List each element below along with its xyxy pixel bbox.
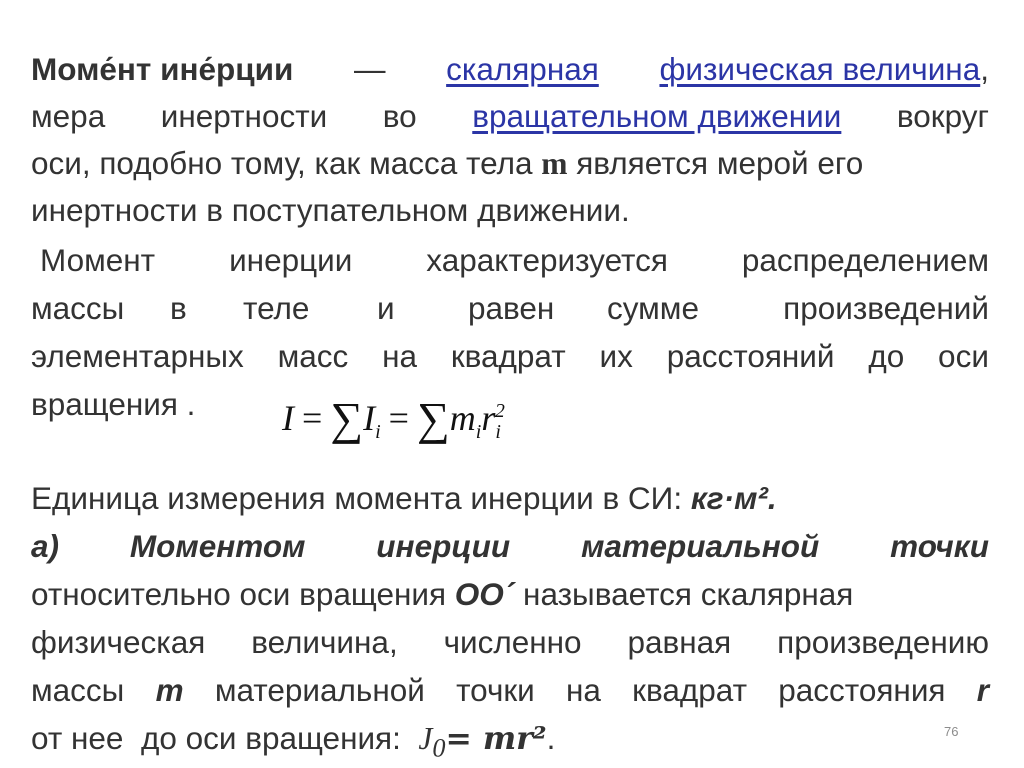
- point-definition-line-4: [31, 670, 989, 710]
- word: материальной: [214, 672, 425, 708]
- word: квадрат: [450, 338, 566, 374]
- word: инерции: [376, 528, 511, 564]
- distance-symbol: r: [976, 672, 989, 708]
- formula-subscript: i: [475, 421, 482, 444]
- word: и: [377, 290, 395, 326]
- formula-term: r: [481, 398, 496, 438]
- word: элементарных: [31, 338, 244, 374]
- mass-symbol: m: [155, 672, 184, 708]
- link-physical-quantity[interactable]: физическая величина: [659, 51, 981, 87]
- text: оси, подобно тому, как масса тела: [31, 145, 542, 181]
- characterization-line-3: [31, 336, 989, 376]
- formula-term: I: [363, 398, 376, 438]
- word: масс: [277, 338, 349, 374]
- word: материальной: [581, 528, 820, 564]
- definition-line-3: [31, 143, 989, 184]
- period: .: [546, 720, 556, 756]
- word: на: [566, 672, 601, 708]
- term-moment-of-inertia: Моме́нт ине́рции: [31, 51, 294, 87]
- word: инертности: [160, 98, 328, 134]
- word: сумме: [607, 290, 699, 326]
- link-scalar[interactable]: скалярная: [446, 51, 599, 87]
- word: их: [599, 338, 633, 374]
- text: является мерой его: [567, 145, 864, 181]
- definition-line-4: инертности в поступательном движении.: [31, 192, 630, 228]
- word: на: [382, 338, 418, 374]
- si-unit-value: кг·м².: [690, 480, 777, 516]
- link-rotational-motion[interactable]: вращательном движении: [472, 98, 842, 134]
- word: расстояний: [666, 338, 835, 374]
- word: расстояния: [778, 672, 946, 708]
- definition-line-2: [31, 96, 989, 136]
- moment-of-inertia-formula: [282, 386, 505, 444]
- j-subscript: 0: [432, 733, 446, 763]
- word: квадрат: [632, 672, 747, 708]
- word: физическая: [31, 624, 206, 660]
- si-unit-text: Единица измерения момента инерции в СИ:: [31, 480, 691, 516]
- word: произведению: [777, 624, 989, 660]
- point-definition-line-3: [31, 622, 989, 662]
- word: до: [868, 338, 905, 374]
- em-dash: —: [353, 51, 386, 87]
- formula-equals: =: [388, 398, 409, 438]
- word: инерции: [229, 242, 353, 278]
- word: теле: [243, 290, 310, 326]
- mass-symbol: m: [541, 146, 568, 181]
- formula-equals: =: [302, 398, 323, 438]
- page-number: 76: [944, 724, 959, 739]
- formula-subscript: i: [495, 421, 501, 444]
- characterization-line-4: вращения .: [31, 386, 196, 422]
- si-unit-line: [31, 478, 989, 518]
- word: массы: [31, 290, 125, 326]
- sum-symbol: ∑: [416, 393, 450, 444]
- word: Момент: [40, 242, 156, 278]
- formula-term: m: [449, 398, 476, 438]
- word: точки: [456, 672, 535, 708]
- text: от нее до оси вращения:: [31, 720, 419, 756]
- word: мера: [31, 98, 106, 134]
- word: распределением: [741, 242, 989, 278]
- word: во: [382, 98, 417, 134]
- word: численно: [443, 624, 582, 660]
- word: величина,: [251, 624, 398, 660]
- word: характеризуется: [426, 242, 668, 278]
- word: в: [170, 290, 187, 326]
- formula-subscript: i: [375, 421, 381, 444]
- word: вокруг: [896, 98, 989, 134]
- text: называется скалярная: [514, 576, 854, 612]
- point-definition-line-2: [31, 574, 989, 614]
- definition-line-1: [31, 49, 989, 89]
- word: Моментом: [129, 528, 306, 564]
- sum-symbol: ∑: [330, 393, 364, 444]
- word: оси: [938, 338, 989, 374]
- characterization-line-1: [40, 240, 989, 280]
- formula-lhs: I: [282, 398, 294, 438]
- point-definition-line-5: [31, 718, 651, 768]
- word: равен: [468, 290, 555, 326]
- word: массы: [31, 672, 125, 708]
- word: точки: [890, 528, 989, 564]
- axis-symbol: ОО´: [454, 576, 515, 612]
- text: относительно оси вращения: [31, 576, 455, 612]
- point-definition-line-1: [31, 526, 989, 566]
- word: произведений: [783, 290, 989, 326]
- j-formula: = mr²: [445, 720, 547, 757]
- formula-superscript: 2: [494, 400, 505, 422]
- comma: ,: [980, 51, 989, 87]
- j-symbol: J: [418, 721, 433, 756]
- word: а): [31, 528, 60, 564]
- word: равная: [627, 624, 732, 660]
